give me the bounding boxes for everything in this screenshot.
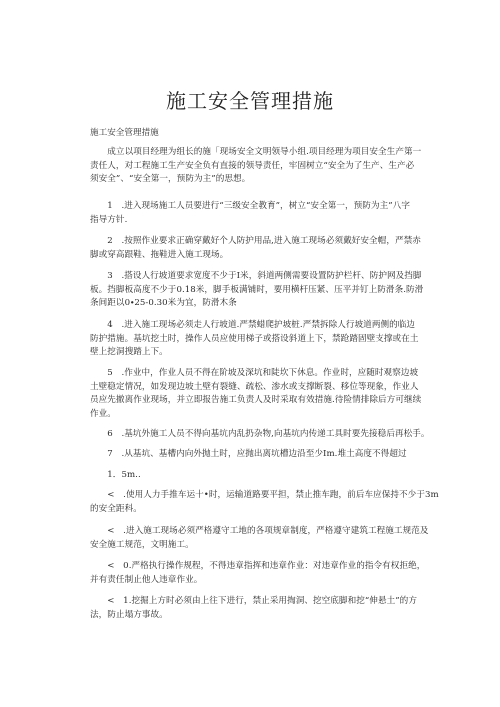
paragraph-item-5 (90, 367, 420, 421)
paragraph-item-1 (90, 200, 420, 227)
text-line: 成立以项目经理为组长的施「现场安全文明领导小组.项目经理为项目安全生产第一 (90, 147, 422, 157)
text-line: 6 .基坑外施工人员不得向基坑内乱扔杂物,向基坑内传递工具时要先接稳后再松手。 (90, 429, 430, 439)
text-line: 作业。 (90, 408, 116, 419)
text-line: 5 .作业中，作业人员不得在阶坡及深坑和陡坎下休息。作业时，应随时观察边坡 (90, 368, 419, 378)
text-line: 1．5m.. (90, 470, 141, 480)
text-line: < .进入施工现场必须严格遵守工地的各项规章制度，严格遵守建筑工程施工规范及 (90, 526, 429, 536)
paragraph-item-6 (90, 428, 430, 442)
text-line: 法，防止塌方事故。 (90, 609, 168, 620)
paragraph-item-4 (90, 319, 420, 360)
text-line: 并有责任制止他人违章作业。 (90, 574, 203, 585)
text-line: 3 .搭设人行坡道要求宽度不少于I米，斜道两侧需要设置防护栏杆、防护网及挡脚 (90, 271, 422, 281)
text-line: 2 .按照作业要求正确穿戴好个人防护用品,进入施工现场必须戴好安全帽，严禁赤 (90, 236, 421, 246)
text-line: 7 .从基坑、基槽内向外抛土时，应抛出离坑槽边沿至少Im.堆土高度不得超过 (90, 449, 407, 459)
paragraph-item-7 (90, 448, 420, 462)
text-line: 脚或穿高跟鞋、拖鞋进入施工现场。 (90, 249, 229, 260)
text-line: < 1.挖掘上方时必须由上往下进行，禁止采用掏洞、挖空底脚和挖“伸悬土”的方 (90, 596, 417, 606)
text-line: 1 .进入现场施工人员要进行“三级安全教育”，树立“安全第一，预防为主”八字 (90, 201, 410, 211)
text-line: < 0.严格执行操作规程，不得违章指挥和违章作业：对违章作业的指令有权拒绝， (90, 561, 426, 571)
paragraph-item-2 (90, 235, 420, 262)
text-line: 须安全”、“安全第一，预防为主”的思想。 (90, 174, 251, 184)
paragraph-intro (90, 146, 420, 187)
text-line: 的安全距科。 (90, 503, 142, 514)
text-line: 壁上挖洞搜踏上下。 (90, 347, 168, 357)
page-title: 施工安全管理措施 (166, 89, 334, 113)
text-line: 4 .进入施工现场必须走人行坡道.严禁蜡爬护坡桩.严禁拆除人行坡道两侧的临边 (90, 320, 416, 330)
text-line: 板。挡脚板高度不少于0.18米，脚手板满铺时，要用横杆压紧、压平并钉上防滑条.防滑 (90, 284, 424, 295)
paragraph-item-7-cont (90, 469, 420, 483)
text-line: 安全施工规范，文明施工。 (90, 539, 194, 550)
paragraph-item-9 (90, 525, 429, 552)
text-line: 责任人，对工程施工生产安全负有直接的领导责任，牢固树立“安全为了生产、生产必 (90, 160, 415, 171)
text-line: 指导方针. (90, 214, 128, 225)
text-line: 员应先撤离作业现场，并立即报告施工负责人及时采取有效措施.待险情排除后方可继续 (90, 395, 422, 405)
document-subtitle: 施工安全管理措施 (90, 128, 159, 138)
paragraph-item-10 (90, 560, 426, 587)
paragraph-item-3 (90, 270, 424, 311)
text-line: 防护措施。基坑挖土时，操作人员应使用梯子或搭设斜道上下，禁跄踏固壁支撑或在土 (90, 333, 419, 344)
text-line: 土壁稳定情况，如发现边坡土壁有裂缝、疏松、渗水或支撑断裂、移位等现象，作业人 (90, 381, 419, 392)
paragraph-item-11 (90, 595, 420, 622)
text-line: 条间距以0∙25-0.30米为宜，防滑木条 (90, 298, 237, 308)
paragraph-item-8 (90, 489, 439, 516)
text-line: < .使用人力手推车运十•时，运输道路要平担，禁止推车跑，前后车应保持不少于3m (90, 490, 439, 500)
